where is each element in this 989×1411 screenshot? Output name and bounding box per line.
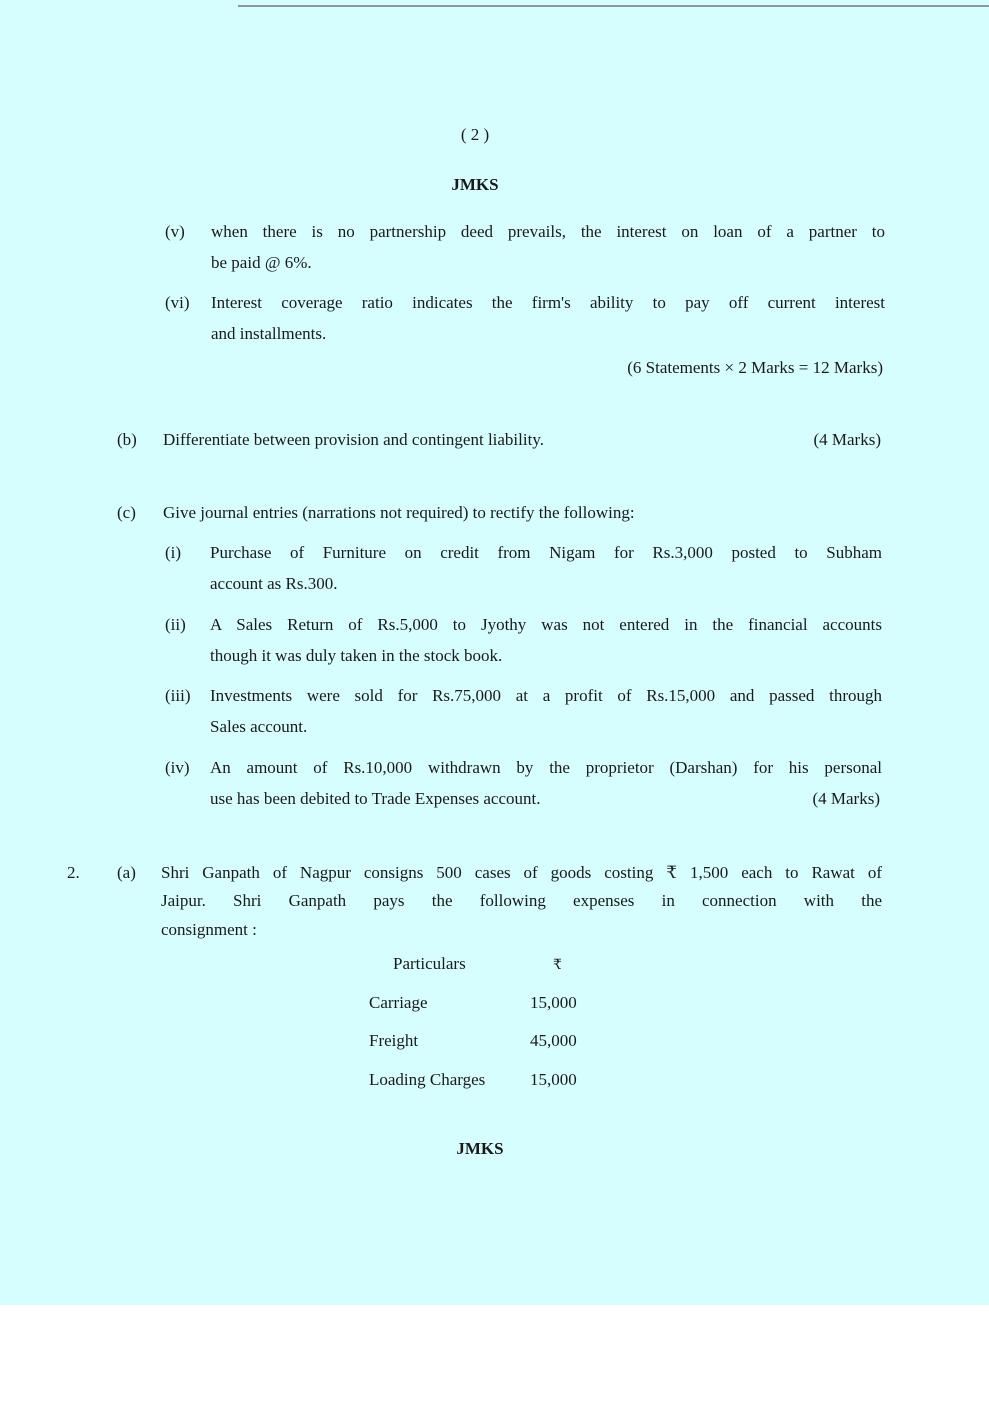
item-line: use has been debited to Trade Expenses account. <box>210 789 541 808</box>
item-number: (ii) <box>165 615 186 634</box>
item-line: account as Rs.300. <box>210 574 338 593</box>
item-line: A Sales Return of Rs.5,000 to Jyothy was not entered in the financial accounts <box>210 615 882 634</box>
footer-code: JMKS <box>456 1139 504 1158</box>
item-line: An amount of Rs.10,000 withdrawn by the proprietor (Darshan) for his personal <box>210 758 882 777</box>
scan-edge-line <box>238 5 989 7</box>
item-line: when there is no partnership deed prevails, the interest on loan of a partner to <box>211 222 885 241</box>
item-line: Purchase of Furniture on credit from Nigam for Rs.3,000 posted to Subham <box>210 543 882 562</box>
marks: (4 Marks) <box>813 430 881 449</box>
question-text: Differentiate between provision and contingent liability. <box>163 430 544 449</box>
question-number: 2. <box>67 863 80 882</box>
table-cell: 45,000 <box>530 1031 577 1050</box>
table-cell: Freight <box>369 1031 419 1050</box>
item-number: (vi) <box>165 293 190 312</box>
item-line: Sales account. <box>210 717 308 736</box>
page-number: ( 2 ) <box>460 125 490 144</box>
part-label: (c) <box>117 503 136 522</box>
table-cell: 15,000 <box>530 993 577 1012</box>
item-line: though it was duly taken in the stock book. <box>210 646 503 665</box>
table-header: Particulars <box>393 954 466 973</box>
question-line: Jaipur. Shri Ganpath pays the following expenses in connection with the <box>161 891 882 910</box>
item-line: Investments were sold for Rs.75,000 at a profit of Rs.15,000 and passed through <box>210 686 882 705</box>
header-code: JMKS <box>451 175 499 194</box>
table-cell: 15,000 <box>530 1070 577 1089</box>
item-line: and installments. <box>211 324 327 343</box>
question-text: Give journal entries (narrations not required) to rectify the following: <box>163 503 635 522</box>
item-number: (iii) <box>165 686 191 705</box>
item-number: (iv) <box>165 758 190 777</box>
item-number: (v) <box>165 222 185 241</box>
marks: (6 Statements × 2 Marks = 12 Marks) <box>627 358 883 377</box>
question-line: consignment : <box>161 920 257 939</box>
item-line: be paid @ 6%. <box>211 253 312 272</box>
table-cell: Carriage <box>369 993 428 1012</box>
item-line: Interest coverage ratio indicates the firm's ability to pay off current interest <box>211 293 885 312</box>
rupee-symbol-header: ₹ <box>553 958 562 973</box>
table-cell: Loading Charges <box>369 1070 486 1089</box>
part-label: (b) <box>117 430 137 449</box>
item-number: (i) <box>165 543 182 562</box>
marks: (4 Marks) <box>812 789 880 808</box>
part-label: (a) <box>117 863 136 882</box>
question-line: Shri Ganpath of Nagpur consigns 500 cases of goods costing ₹ 1,500 each to Rawat of <box>161 863 882 882</box>
